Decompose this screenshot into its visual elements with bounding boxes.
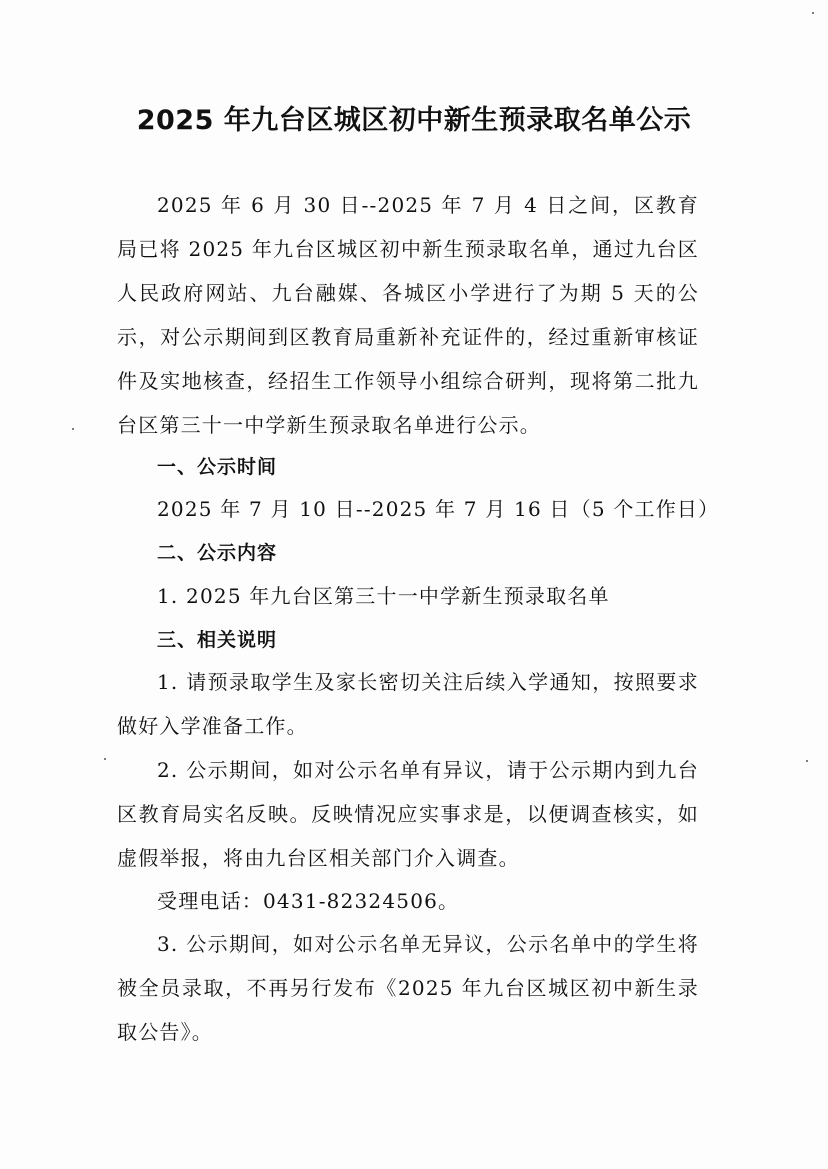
scan-speck: [72, 428, 74, 430]
section-heading-notes: 三、相关说明: [157, 629, 278, 651]
announcement-period: 2025 年 7 月 10 日--2025 年 7 月 16 日（5 个工作日）: [157, 497, 720, 521]
section-heading-content: 二、公示内容: [157, 542, 278, 564]
scan-speck: [812, 12, 814, 14]
page-title: 2025 年九台区城区初中新生预录取名单公示: [136, 105, 692, 136]
note-item-2: 2. 公示期间，如对公示名单有异议，请于公示期内到九台区教育局实名反映。反映情况应实事求是，以便调查核实，如虚假举报，将由九台区相关部门介入调查。: [117, 758, 699, 870]
section-heading-time: 一、公示时间: [157, 456, 278, 478]
note-item-1: 1. 请预录取学生及家长密切关注后续入学通知，按照要求做好入学准备工作。: [117, 670, 699, 738]
scan-speck: [104, 758, 106, 760]
announcement-content-item: 1. 2025 年九台区第三十一中学新生预录取名单: [157, 584, 610, 608]
scan-speck: [806, 760, 808, 762]
intro-paragraph: 2025 年 6 月 30 日--2025 年 7 月 4 日之间，区教育局已将 2025 年九台区城区初中新生预录取名单，通过九台区人民政府网站、九台融媒、各城区小学进行了为期 5 天的公示，对公示期间到区教育局重新补充证件的，经过重新审核证件及实地核查，经招生工作领导小组综合研判，现将第二批九台区第三十一中学新生预录取名单进行公示。: [117, 193, 699, 437]
phone-line: 受理电话：0431-82324506。: [157, 889, 460, 913]
note-item-3: 3. 公示期间，如对公示名单无异议，公示名单中的学生将被全员录取，不再另行发布《2025 年九台区城区初中新生录取公告》。: [117, 932, 699, 1044]
